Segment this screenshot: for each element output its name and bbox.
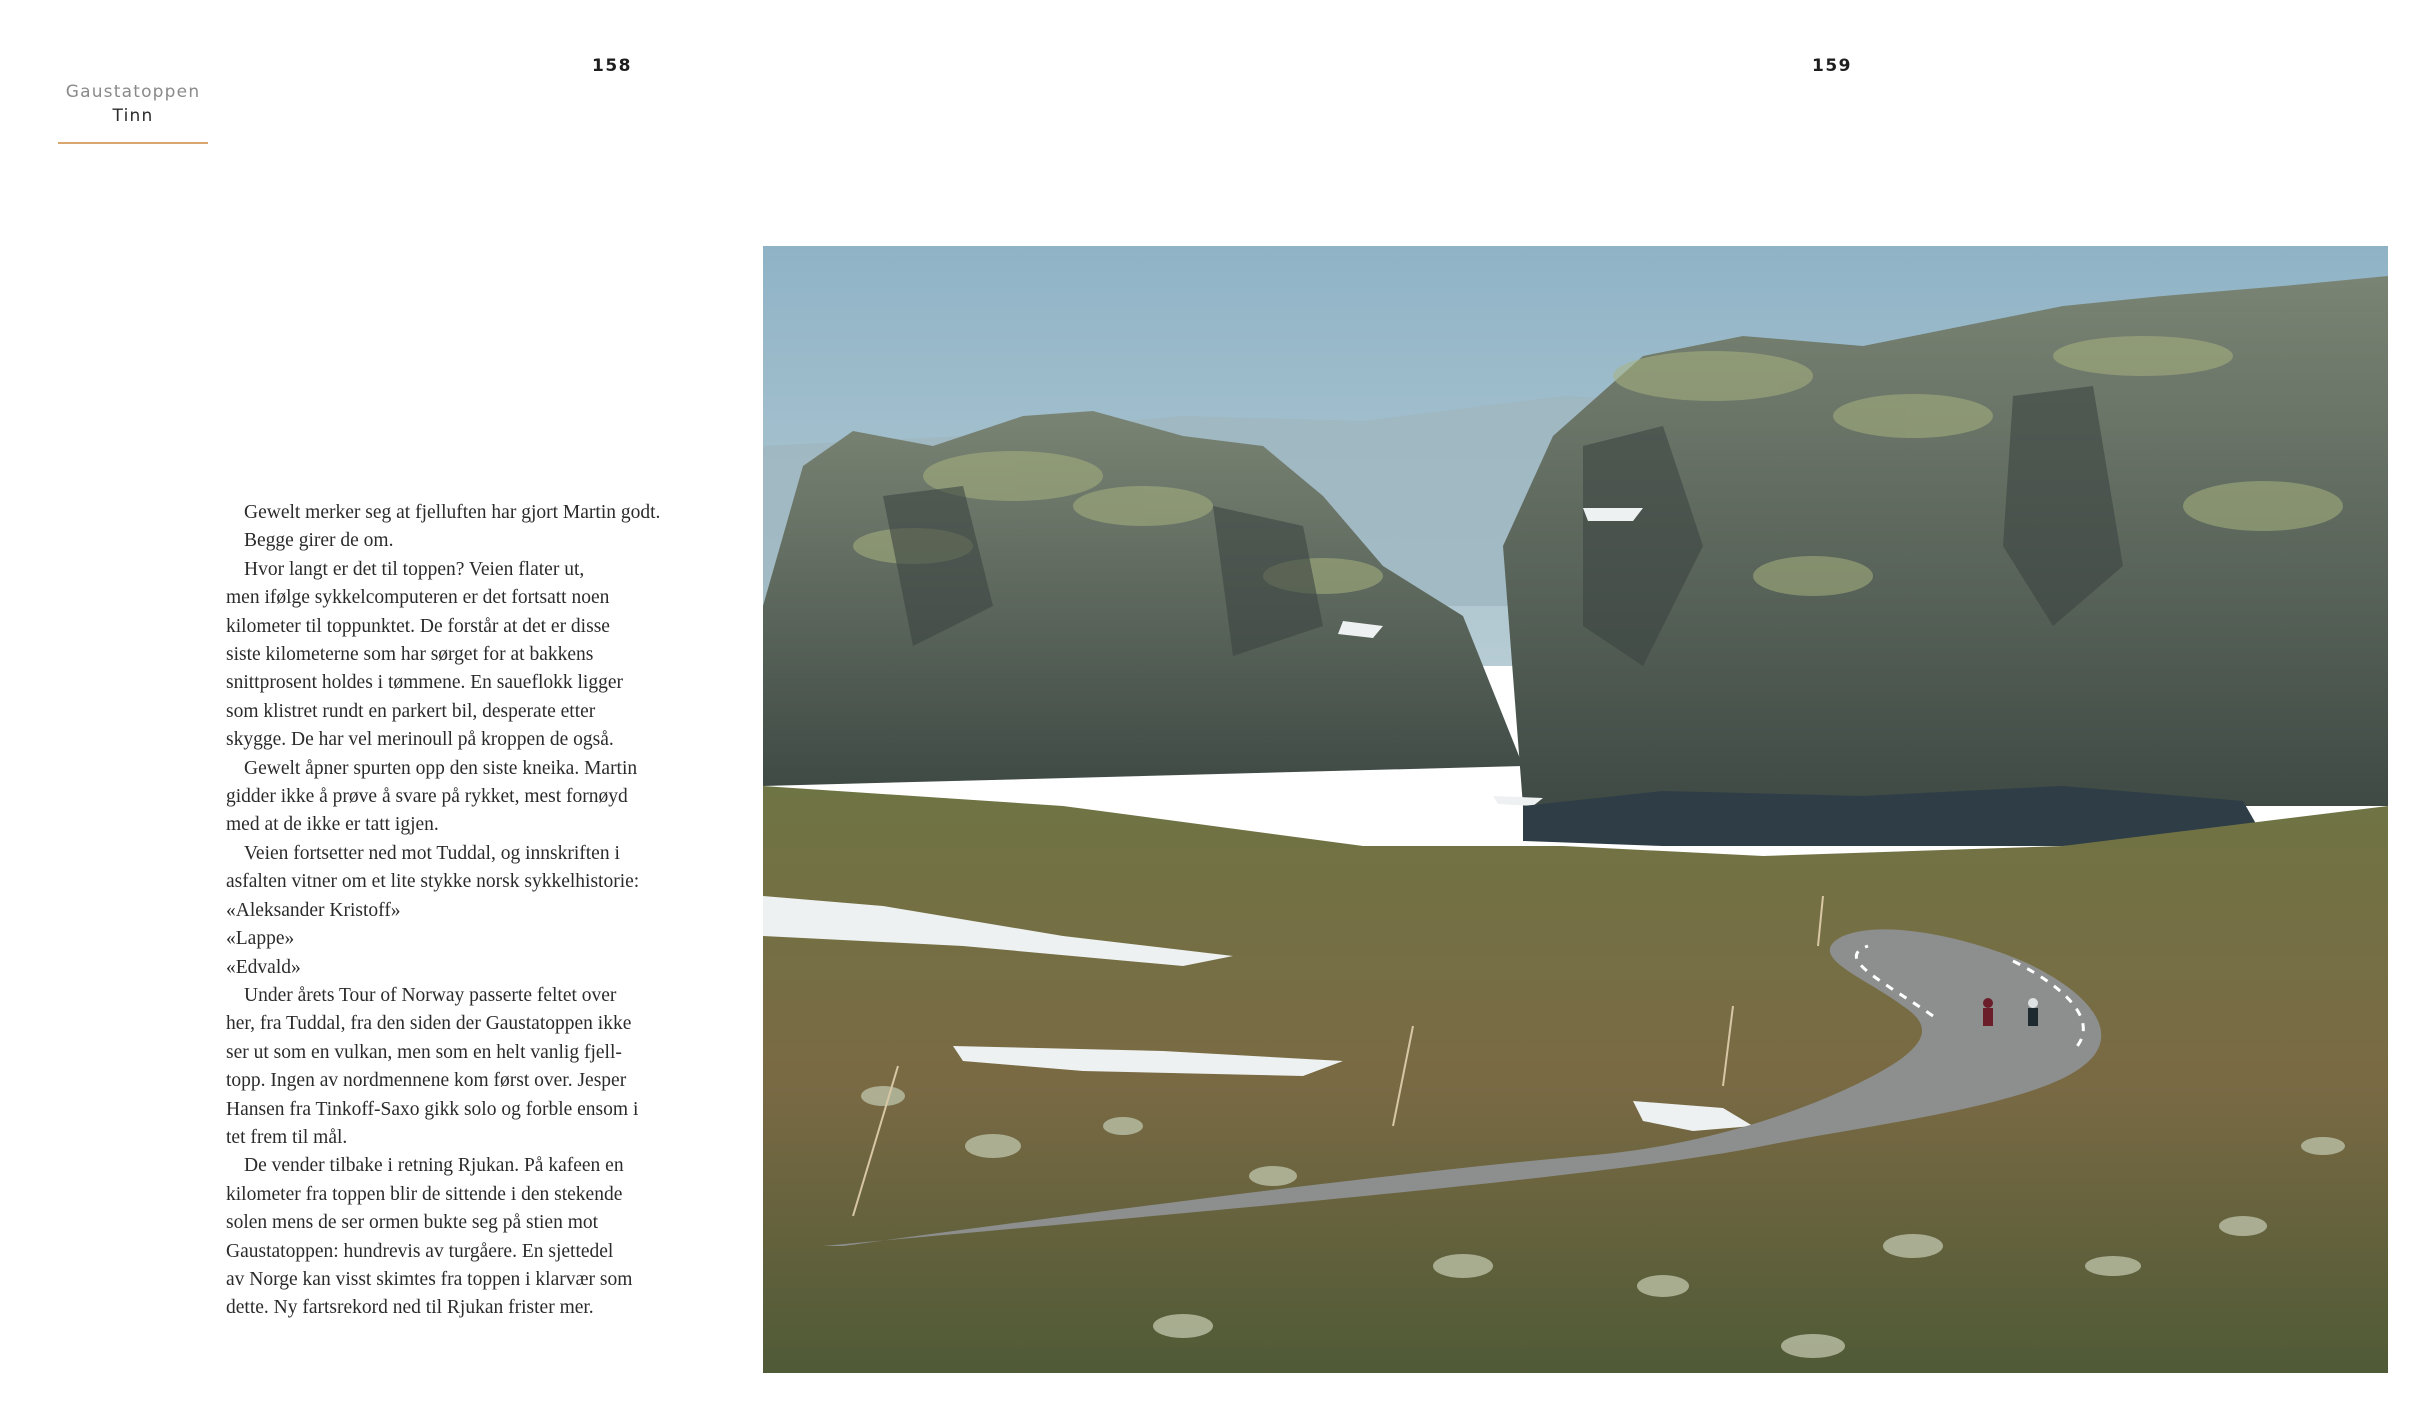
text-line: Gewelt åpner spurten opp den siste kneika. Martin (244, 757, 638, 779)
body-text (226, 499, 696, 1323)
text-line: Hvor langt er det til toppen? Veien flater ut, (244, 558, 585, 580)
text-line: Begge girer de om. (244, 530, 394, 552)
text-line: siste kilometerne som har sørget for at bakkens (226, 644, 594, 666)
text-line: De vender tilbake i retning Rjukan. På kafeen en (244, 1155, 624, 1177)
photo-illustration (763, 246, 2388, 1373)
running-head-rule (58, 142, 208, 144)
running-head-place: Tinn (112, 106, 154, 126)
text-line: av Norge kan visst skimtes fra toppen i klarvær som (226, 1268, 633, 1290)
text-line: asfalten vitner om et lite stykke norsk sykkelhistorie: (226, 871, 640, 893)
text-line: dette. Ny fartsrekord ned til Rjukan frister mer. (226, 1297, 594, 1319)
mountain-road-photo (763, 246, 2388, 1373)
text-line: men ifølge sykkelcomputeren er det fortsatt noen (226, 587, 610, 609)
text-line: gidder ikke å prøve å svare på rykket, mest fornøyd (226, 786, 628, 808)
text-line: Gewelt merker seg at fjelluften har gjort Martin godt. (244, 502, 661, 523)
text-line: snittprosent holdes i tømmene. En saueflokk ligger (226, 672, 623, 694)
text-line: her, fra Tuddal, fra den siden der Gaustatoppen ikke (226, 1013, 632, 1035)
text-line: Under årets Tour of Norway passerte feltet over (244, 984, 617, 1006)
text-line: med at de ikke er tatt igjen. (226, 814, 439, 836)
text-line: solen mens de ser ormen bukte seg på stien mot (226, 1212, 599, 1234)
running-head (58, 80, 208, 144)
text-line: «Edvald» (226, 956, 301, 978)
text-line: ser ut som en vulkan, men som en helt vanlig fjell- (226, 1041, 622, 1063)
text-line: «Aleksander Kristoff» (226, 899, 401, 921)
text-line: som klistret rundt en parkert bil, desperate etter (226, 700, 596, 722)
text-line: kilometer til toppunktet. De forstår at det er disse (226, 615, 610, 637)
running-head-section: Gaustatoppen (65, 82, 201, 102)
text-line: skygge. De har vel merinoull på kroppen de også. (226, 729, 614, 751)
text-line: Gaustatoppen: hundrevis av turgåere. En sjettedel (226, 1240, 614, 1262)
text-line: tet frem til mål. (226, 1126, 348, 1148)
text-line: topp. Ingen av nordmennene kom først over. Jesper (226, 1070, 627, 1092)
text-line: kilometer fra toppen blir de sittende i den stekende (226, 1183, 623, 1205)
moorland (763, 786, 2388, 1373)
text-line: Hansen fra Tinkoff-Saxo gikk solo og forble ensom i (226, 1098, 639, 1120)
text-line: Veien fortsetter ned mot Tuddal, og innskriften i (244, 842, 620, 864)
page-number-left: 158 (592, 56, 632, 76)
text-line: «Lappe» (226, 928, 295, 950)
page-number-right: 159 (1812, 56, 1852, 76)
